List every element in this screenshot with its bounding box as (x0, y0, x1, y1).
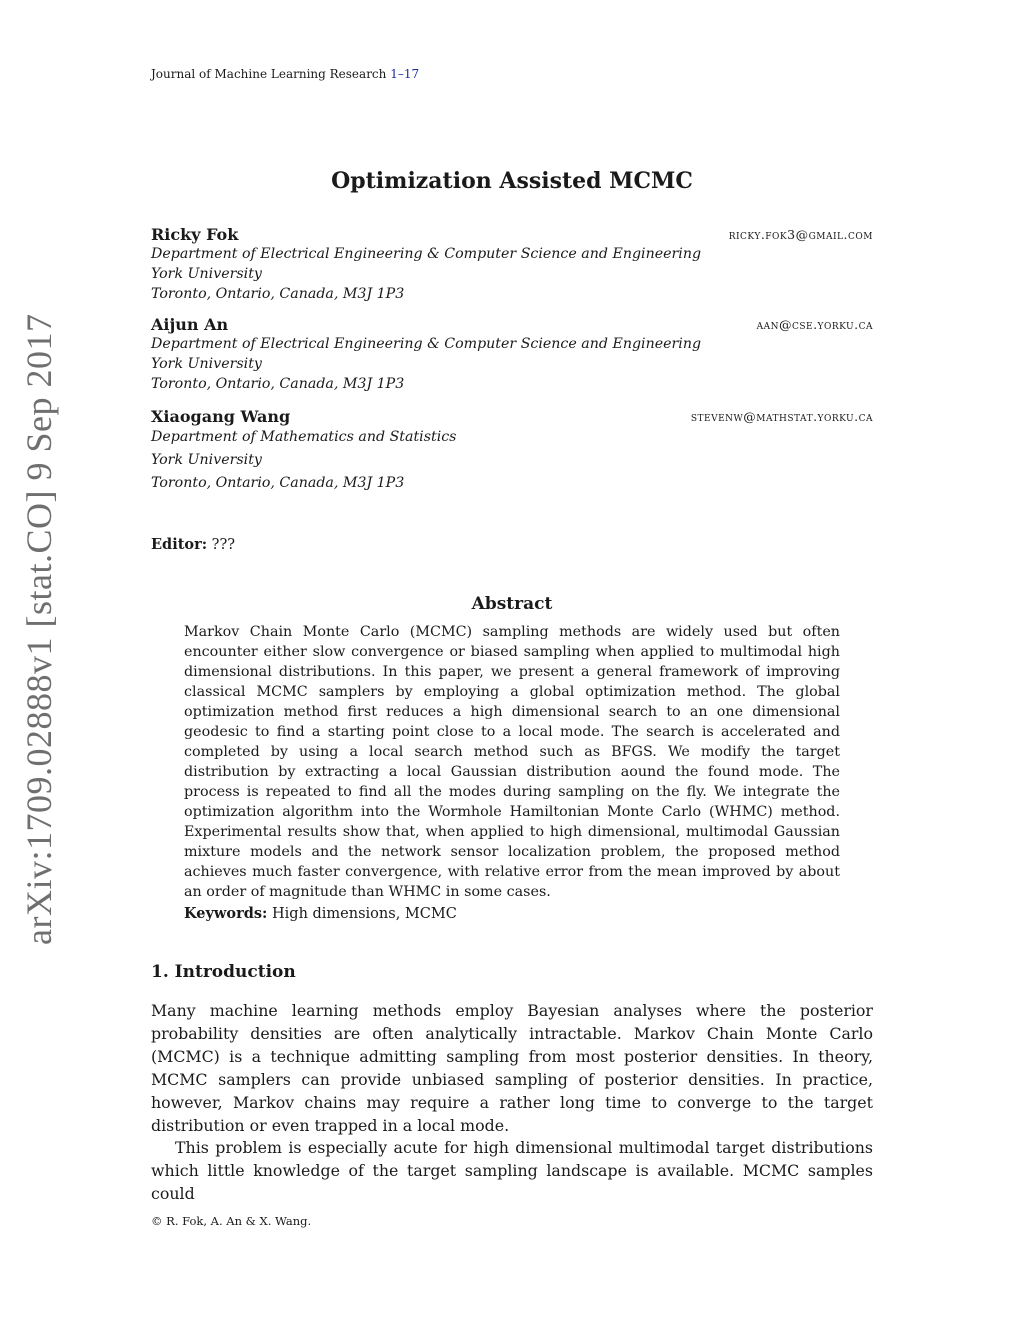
journal-header (151, 67, 419, 81)
author-name: Aijun An (151, 315, 229, 334)
author-name: Xiaogang Wang (151, 407, 291, 426)
editor-line (151, 536, 235, 553)
abstract-text: Markov Chain Monte Carlo (MCMC) sampling methods are widely used but often encounter either slow convergence or biased sampling when applied to multimodal high dimensional distributions. In this paper, we present a general framework of improving classical MCMC samplers by employing a global optimization method. The global optimization method first reduces a high dimensional search to an one dimensional geodesic to find a starting point close to a local mode. The search is accelerated and completed by using a local search method such as BFGS. We modify the target distribution by extracting a local Gaussian distribution aound the found mode. The process is repeated to find all the modes during sampling on the fly. We integrate the optimization algorithm into the Wormhole Hamiltonian Monte Carlo (WHMC) method. Experimental results show that, when applied to high dimensional, multimodal Gaussian mixture models and the network sensor localization problem, the proposed method achieves much faster convergence, with relative error from the mean improved by about an order of magnitude than WHMC in some cases. (184, 624, 840, 900)
author-address: Toronto, Ontario, Canada, M3J 1P3 (151, 475, 405, 491)
author-block (151, 407, 873, 495)
author-address: Toronto, Ontario, Canada, M3J 1P3 (151, 376, 405, 392)
editor-label: Editor: (151, 536, 208, 553)
copyright-symbol: © (151, 1214, 163, 1228)
editor-value: ??? (211, 537, 235, 553)
abstract-heading: Abstract (471, 594, 553, 614)
author-address: Toronto, Ontario, Canada, M3J 1P3 (151, 286, 405, 302)
paper-title: Optimization Assisted MCMC (331, 168, 693, 194)
keywords-value: High dimensions, MCMC (272, 906, 457, 922)
author-department: Department of Electrical Engineering & Computer Science and Engineering (151, 246, 702, 262)
author-university: York University (151, 266, 262, 282)
keywords-label: Keywords: (184, 905, 268, 922)
copyright-footer (151, 1214, 311, 1228)
author-email[interactable]: stevenw@mathstat.yorku.ca (690, 409, 873, 424)
arxiv-stamp: arXiv:1709.02888v1 [stat.CO] 9 Sep 2017 (19, 313, 59, 945)
journal-name: Journal of Machine Learning Research (151, 67, 387, 81)
author-university: York University (151, 452, 262, 468)
author-department: Department of Electrical Engineering & Computer Science and Engineering (151, 336, 702, 352)
copyright-text: R. Fok, A. An & X. Wang. (166, 1214, 312, 1228)
page-range-link[interactable]: 1–17 (390, 67, 420, 81)
body-paragraph: Many machine learning methods employ Bayesian analyses where the posterior probability densities are often analytically intractable. Markov Chain Monte Carlo (MCMC) is a technique admitting sampling from most posterior densities. In theory, MCMC samplers can provide unbiased sampling of posterior densities. In practice, however, Markov chains may require a rather long time to converge to the target distribution or even trapped in a local mode. (151, 1001, 873, 1135)
section-heading: 1. Introduction (151, 962, 296, 982)
author-email[interactable]: aan@cse.yorku.ca (756, 317, 873, 332)
author-block (151, 225, 873, 304)
author-name: Ricky Fok (151, 225, 239, 244)
author-department: Department of Mathematics and Statistics (151, 429, 457, 445)
author-email[interactable]: ricky.fok3@gmail.com (728, 227, 873, 242)
keywords-line (184, 905, 457, 922)
body-paragraph: This problem is especially acute for high dimensional multimodal target distributions which little knowledge of the target sampling landscape is available. MCMC samples could (151, 1138, 873, 1203)
author-university: York University (151, 356, 262, 372)
author-block (151, 315, 873, 394)
